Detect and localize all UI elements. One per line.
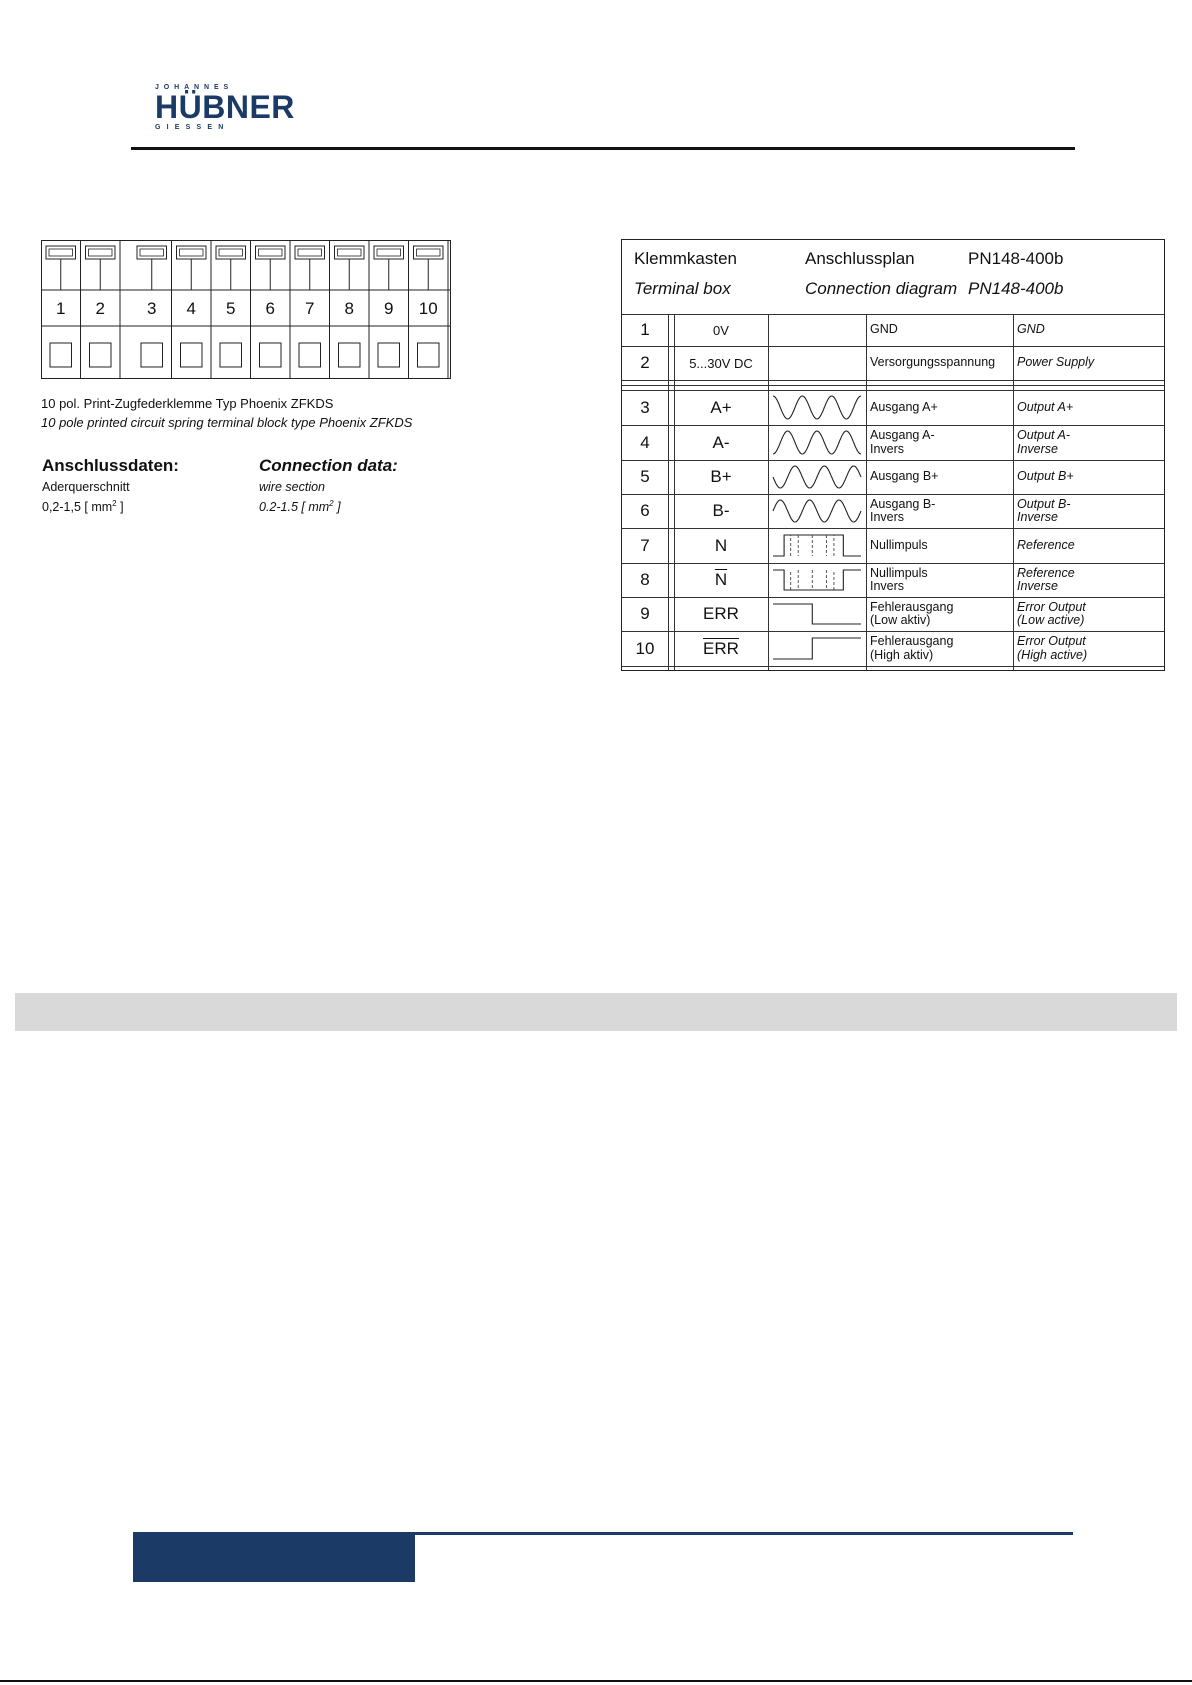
terminal-pin-number: 6 [265,299,275,318]
description-en-cell: Output B+ [1017,469,1074,484]
footer-rule [415,1532,1073,1535]
signal-waveform [770,427,864,458]
terminal-pin [177,240,212,379]
header-part-number-en: PN148-400b [968,279,1064,298]
terminal-pin [414,240,449,379]
table-row-divider [622,380,1164,381]
table-column-divider [866,314,867,670]
terminal-caption-en: 10 pole printed circuit spring terminal block type Phoenix ZFKDS [41,415,413,430]
terminal-pin-number: 8 [344,299,354,318]
terminal-caption-de: 10 pol. Print-Zugfederklemme Typ Phoenix ZFKDS [41,396,334,411]
terminal-pin [46,240,81,379]
terminal-pin-number: 7 [305,299,315,318]
company-logo [155,84,340,132]
table-column-divider [768,314,769,670]
signal-waveform [770,565,864,595]
signal-name: A+ [710,397,732,417]
pin-number-cell: 5 [640,467,650,486]
description-de-cell: Nullimpuls Invers [870,565,928,593]
signal-name-cell [674,460,768,494]
terminal-pin-number: 2 [95,299,105,318]
pin-number-cell: 6 [640,501,650,520]
connection-data-title-de: Anschlussdaten: [42,456,179,475]
description-en-cell: GND [1017,322,1045,337]
signal-name: N [714,535,728,555]
signal-name-cell [674,346,768,380]
description-de-cell: Fehlerausgang (Low aktiv) [870,599,954,627]
table-row-divider [622,385,1164,386]
waveform-cell [768,346,866,380]
waveform-cell [768,425,866,460]
table-row-divider [622,597,1164,598]
description-en-cell: Reference [1017,537,1075,552]
description-en-cell: Output A+ [1017,399,1074,414]
description-de-cell: Nullimpuls [870,537,928,552]
wire-section-value-de: 0,2-1,5 [ $mm^2$ ] [42,499,124,515]
pin-number-cell: 4 [640,432,650,452]
table-column-divider [1013,314,1014,670]
description-de-cell: Ausgang B+ [870,469,939,484]
pin-number-cell: 3 [640,397,650,417]
signal-waveform [770,462,864,492]
table-row-divider [622,494,1164,495]
description-en-cell: Power Supply [1017,355,1095,370]
table-row-divider [622,390,1164,391]
pin-number-cell: 10 [635,638,655,658]
header-part-number-de: PN148-400b [968,249,1064,268]
terminal-pin [86,240,121,379]
table-row-divider [622,425,1164,426]
logo-main-text: HÜBNER [155,89,295,125]
signal-waveform [770,392,864,423]
waveform-cell [768,390,866,425]
signal-name: 5...30V DC [689,355,753,371]
section-band [15,993,1177,1031]
terminal-pin [256,240,291,379]
signal-name-cell [674,425,768,460]
table-row-divider [622,631,1164,632]
waveform-cell [768,494,866,528]
description-de-cell: Ausgang A+ [870,399,938,414]
signal-name-cell [674,494,768,528]
signal-name: A- [712,432,730,452]
terminal-pin-number: 9 [384,299,394,318]
waveform-cell [768,314,866,346]
connection-data-title-en: Connection data: [259,456,398,475]
header-terminal-box-de: Klemmkasten [634,249,737,268]
pin-number-cell: 1 [640,320,650,339]
waveform-cell [768,597,866,631]
terminal-pin [216,240,251,379]
pin-number-cell: 7 [640,535,650,555]
signal-name: $\overline{ERR}$ [703,638,739,658]
pin-number-cell: 8 [640,570,650,589]
waveform-cell [768,528,866,563]
description-en-cell: Reference Inverse [1017,565,1075,593]
description-de-cell: Ausgang A- Invers [870,428,935,456]
terminal-pin [335,240,370,379]
description-de-cell: Ausgang B- Invers [870,496,936,524]
description-de-cell: GND [870,322,898,337]
terminal-pin [295,240,330,379]
terminal-pin-number: 5 [226,299,236,318]
description-de-cell: Fehlerausgang (High aktiv) [870,634,954,662]
terminal-pin-number: 10 [418,299,438,318]
signal-waveform [770,530,864,561]
signal-name: 0V [713,322,729,338]
table-row-divider [622,314,1164,315]
header-connection-diagram-en: Connection diagram [805,279,958,298]
description-en-cell: Output A- Inverse [1017,428,1071,456]
description-en-cell: Error Output (Low active) [1017,599,1086,627]
terminal-pin-number: 1 [56,299,66,318]
terminal-pin [137,240,172,379]
table-row-divider [622,528,1164,529]
header-connection-diagram-de: Anschlussplan [805,249,915,268]
signal-name-cell [674,528,768,563]
pin-number-cell: 2 [640,353,650,372]
waveform-cell [768,631,866,666]
terminal-pin-number: 4 [186,299,196,318]
terminal-pin-number: 3 [147,299,157,318]
signal-name-cell [674,563,768,597]
terminal-block-drawing [41,240,451,379]
signal-name-cell [674,597,768,631]
signal-waveform [770,599,864,629]
description-en-cell: Error Output (High active) [1017,634,1088,662]
description-de-cell: Versorgungsspannung [870,355,996,370]
connection-diagram-table [621,239,1165,671]
pin-number-cell: 9 [640,604,650,623]
logo-top-text: JOHANNES [155,84,234,91]
signal-name-cell [674,390,768,425]
signal-name: B+ [710,467,732,486]
wire-section-label-de: Aderquerschnitt [42,480,130,494]
signal-name: $\overline{N}$ [714,570,728,589]
signal-name: B- [712,501,730,520]
table-column-divider [674,314,675,670]
terminal-pin [374,240,409,379]
signal-name: ERR [703,604,739,623]
signal-waveform [770,496,864,526]
header-rule [131,147,1075,150]
signal-name-cell [674,631,768,666]
table-row-divider [622,460,1164,461]
header-terminal-box-en: Terminal box [634,279,731,298]
waveform-cell [768,460,866,494]
bottom-rule [0,1680,1192,1682]
signal-waveform [770,633,864,664]
wire-section-label-en: wire section [259,480,325,494]
logo-bottom-text: GIESSEN [155,124,230,131]
wire-section-value-en: 0.2-1.5 [ $mm^2$ ] [259,499,341,515]
signal-name-cell [674,314,768,346]
table-row-divider [622,563,1164,564]
description-en-cell: Output B- Inverse [1017,496,1071,524]
table-row-divider [622,666,1164,667]
table-column-divider [668,314,669,670]
footer-block [133,1532,415,1582]
waveform-cell [768,563,866,597]
table-row-divider [622,346,1164,347]
